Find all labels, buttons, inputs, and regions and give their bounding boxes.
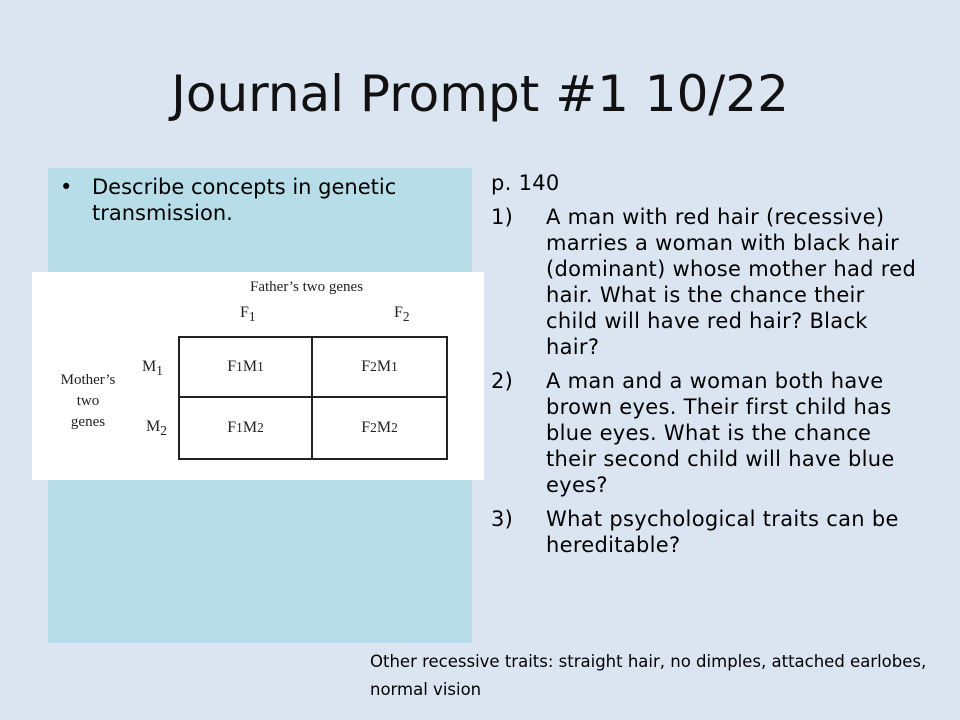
bullet-marker: • <box>60 175 73 199</box>
question-text: A man with red hair (recessive) marries a woman with black hair (dominant) whose mother had red hair. What is the chance their child will have red hair? Black hair? <box>546 205 917 359</box>
row-label-m1: $M_1$ <box>142 358 163 379</box>
question-item <box>491 506 921 558</box>
footnote: Other recessive traits: straight hair, no dimples, attached earlobes, normal vision <box>370 652 927 699</box>
question-item <box>491 204 921 360</box>
punnett-cell: F 2 M 1 <box>313 338 446 398</box>
page-reference: p. 140 <box>491 171 560 195</box>
question-text: What psychological traits can be hereditable? <box>546 507 899 557</box>
mother-genes-header: Mother’s two genes <box>60 372 116 430</box>
bullet-text: Describe concepts in genetic transmission. <box>92 175 397 225</box>
punnett-square-image <box>32 272 484 480</box>
questions-panel <box>491 170 921 566</box>
punnett-cell: F 1 M 1 <box>180 338 313 398</box>
question-text: A man and a woman both have brown eyes. Their first child has blue eyes. What is the chance their second child will have blue eyes? <box>546 369 895 497</box>
column-label-f1: $F_1$ <box>240 304 256 325</box>
slide-title: Journal Prompt #1 10/22 <box>171 65 789 123</box>
question-number: 3) <box>491 507 514 531</box>
question-number: 1) <box>491 205 514 229</box>
punnett-grid <box>178 336 448 460</box>
bullet-item <box>60 174 460 226</box>
question-number: 2) <box>491 369 514 393</box>
question-item <box>491 368 921 498</box>
column-label-f2: $F_2$ <box>394 304 410 325</box>
punnett-cell: F 1 M 2 <box>180 398 313 458</box>
punnett-cell: F 2 M 2 <box>361 419 398 436</box>
row-label-m2: $M_2$ <box>146 418 167 439</box>
father-genes-header: Father’s two genes <box>250 279 364 295</box>
